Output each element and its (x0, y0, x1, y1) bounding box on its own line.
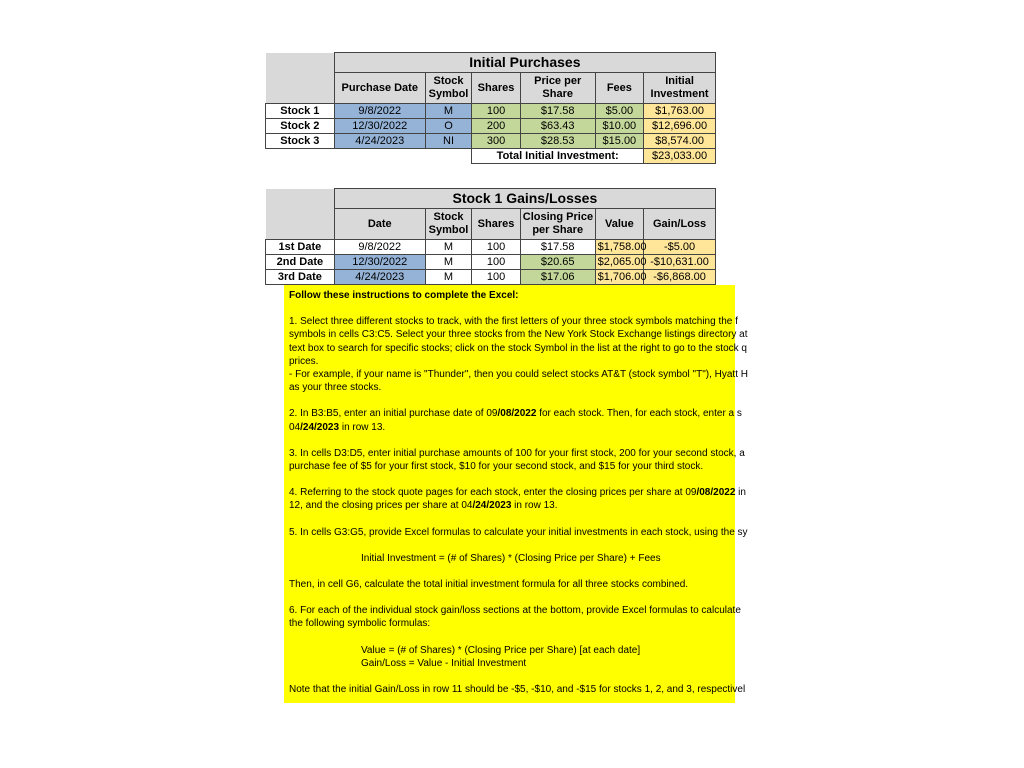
row-label: Stock 2 (266, 119, 335, 134)
header-fees: Fees (595, 73, 644, 104)
instruction-line: Note that the initial Gain/Loss in row 11 should be -$5, -$10, and -$15 for stocks 1, 2, and 3, respectivel (289, 684, 746, 696)
symbol-cell[interactable]: O (425, 119, 472, 134)
fees-cell[interactable]: $15.00 (595, 134, 644, 149)
header-gain-loss: Gain/Loss (644, 209, 716, 240)
instruction-line: symbols in cells C3:C5. Select your three stocks from the New York Stock Exchange listings directory at (289, 329, 748, 341)
shares-cell[interactable]: 200 (472, 119, 521, 134)
price-cell[interactable]: $28.53 (520, 134, 595, 149)
corner-cell (266, 73, 335, 104)
symbol-cell[interactable]: M (425, 270, 472, 285)
table-row (266, 119, 716, 134)
instruction-line: 1. Select three different stocks to track, with the first letters of your three stock symbols matching the f (289, 316, 738, 328)
header-price: Price per Share (520, 73, 595, 104)
shares-cell[interactable]: 100 (472, 270, 521, 285)
corner-cell (266, 189, 335, 209)
investment-cell[interactable]: $1,763.00 (644, 104, 716, 119)
shares-cell[interactable]: 100 (472, 255, 521, 270)
table-row (266, 255, 716, 270)
date-cell[interactable]: 12/30/2022 (334, 255, 425, 270)
gain-loss-cell[interactable]: -$6,868.00 (644, 270, 716, 285)
header-shares: Shares (472, 73, 521, 104)
value-cell[interactable]: $2,065.00 (595, 255, 644, 270)
header-stock-symbol: Stock Symbol (425, 73, 472, 104)
instruction-line: the following symbolic formulas: (289, 618, 431, 630)
shares-cell[interactable]: 300 (472, 134, 521, 149)
purchase-date-cell[interactable]: 12/30/2022 (334, 119, 425, 134)
instruction-line: 3. In cells D3:D5, enter initial purchase amounts of 100 for your first stock, 200 for your second stock, a (289, 447, 745, 459)
value-cell[interactable]: $1,758.00 (595, 240, 644, 255)
header-initial-investment: Initial Investment (644, 73, 716, 104)
purchase-date-cell[interactable]: 4/24/2023 (334, 134, 425, 149)
instructions-textbox[interactable] (284, 285, 748, 703)
instruction-line: 4. Referring to the stock quote pages for each stock, enter the closing prices per share at 09/08/2022 in (289, 487, 746, 499)
corner-cell (266, 209, 335, 240)
header-purchase-date: Purchase Date (334, 73, 425, 104)
table-title: Stock 1 Gains/Losses (334, 189, 715, 209)
date-cell[interactable]: 4/24/2023 (334, 270, 425, 285)
instruction-line: 6. For each of the individual stock gain/loss sections at the bottom, provide Excel formulas to calculate (289, 605, 741, 617)
price-cell[interactable]: $63.43 (520, 119, 595, 134)
spacer (266, 149, 472, 164)
symbol-cell[interactable]: M (425, 255, 472, 270)
instructions-heading: Follow these instructions to complete the Excel: (289, 290, 519, 301)
shares-cell[interactable]: 100 (472, 240, 521, 255)
instruction-line: as your three stocks. (289, 382, 382, 394)
gain-loss-cell[interactable]: -$5.00 (644, 240, 716, 255)
formula-line: Value = (# of Shares) * (Closing Price per Share) [at each date] (361, 644, 641, 656)
row-label: 3rd Date (266, 270, 335, 285)
instruction-line: - For example, if your name is "Thunder", then you could select stocks AT&T (stock symbol "T"), Hyatt H (289, 369, 748, 381)
instruction-line: Then, in cell G6, calculate the total initial investment formula for all three stocks combined. (289, 579, 689, 591)
header-closing-price: Closing Price per Share (520, 209, 595, 240)
header-shares: Shares (472, 209, 521, 240)
closing-price-cell[interactable]: $17.58 (520, 240, 595, 255)
instruction-line: 5. In cells G3:G5, provide Excel formulas to calculate your initial investments in each stock, using the sy (289, 526, 748, 538)
total-investment-label: Total Initial Investment: (472, 149, 644, 164)
symbol-cell[interactable]: NI (425, 134, 472, 149)
instruction-line: 12, and the closing prices per share at 04/24/2023 in row 13. (289, 500, 558, 512)
gain-loss-cell[interactable]: -$10,631.00 (644, 255, 716, 270)
fees-cell[interactable]: $5.00 (595, 104, 644, 119)
symbol-cell[interactable]: M (425, 240, 472, 255)
value-cell[interactable]: $1,706.00 (595, 270, 644, 285)
header-date: Date (334, 209, 425, 240)
formula-line: Gain/Loss = Value - Initial Investment (361, 657, 527, 669)
instruction-line: text box to search for specific stocks; click on the stock Symbol in the list at the right to go to the stock q (289, 342, 747, 354)
row-label: 2nd Date (266, 255, 335, 270)
corner-cell (266, 53, 335, 73)
table-row (266, 240, 716, 255)
table-row (266, 270, 716, 285)
formula-line: Initial Investment = (# of Shares) * (Closing Price per Share) + Fees (361, 552, 661, 564)
total-investment-value[interactable]: $23,033.00 (644, 149, 716, 164)
instruction-line: purchase fee of $5 for your first stock, $10 for your second stock, and $15 for your third stock. (289, 461, 704, 473)
instruction-line: 2. In B3:B5, enter an initial purchase date of 09/08/2022 for each stock. Then, for each stock, enter a s (289, 408, 742, 420)
initial-purchases-table (265, 52, 716, 164)
symbol-cell[interactable]: M (425, 104, 472, 119)
investment-cell[interactable]: $8,574.00 (644, 134, 716, 149)
shares-cell[interactable]: 100 (472, 104, 521, 119)
investment-cell[interactable]: $12,696.00 (644, 119, 716, 134)
row-label: Stock 3 (266, 134, 335, 149)
purchase-date-cell[interactable]: 9/8/2022 (334, 104, 425, 119)
closing-price-cell[interactable]: $17.06 (520, 270, 595, 285)
table-row (266, 104, 716, 119)
row-label: 1st Date (266, 240, 335, 255)
stock1-gains-losses-table (265, 188, 716, 285)
instruction-line: 04/24/2023 in row 13. (289, 421, 386, 433)
fees-cell[interactable]: $10.00 (595, 119, 644, 134)
date-cell[interactable]: 9/8/2022 (334, 240, 425, 255)
header-value: Value (595, 209, 644, 240)
table-title: Initial Purchases (334, 53, 715, 73)
row-label: Stock 1 (266, 104, 335, 119)
header-stock-symbol: Stock Symbol (425, 209, 472, 240)
price-cell[interactable]: $17.58 (520, 104, 595, 119)
instruction-line: prices. (289, 355, 319, 367)
table-row (266, 134, 716, 149)
closing-price-cell[interactable]: $20.65 (520, 255, 595, 270)
